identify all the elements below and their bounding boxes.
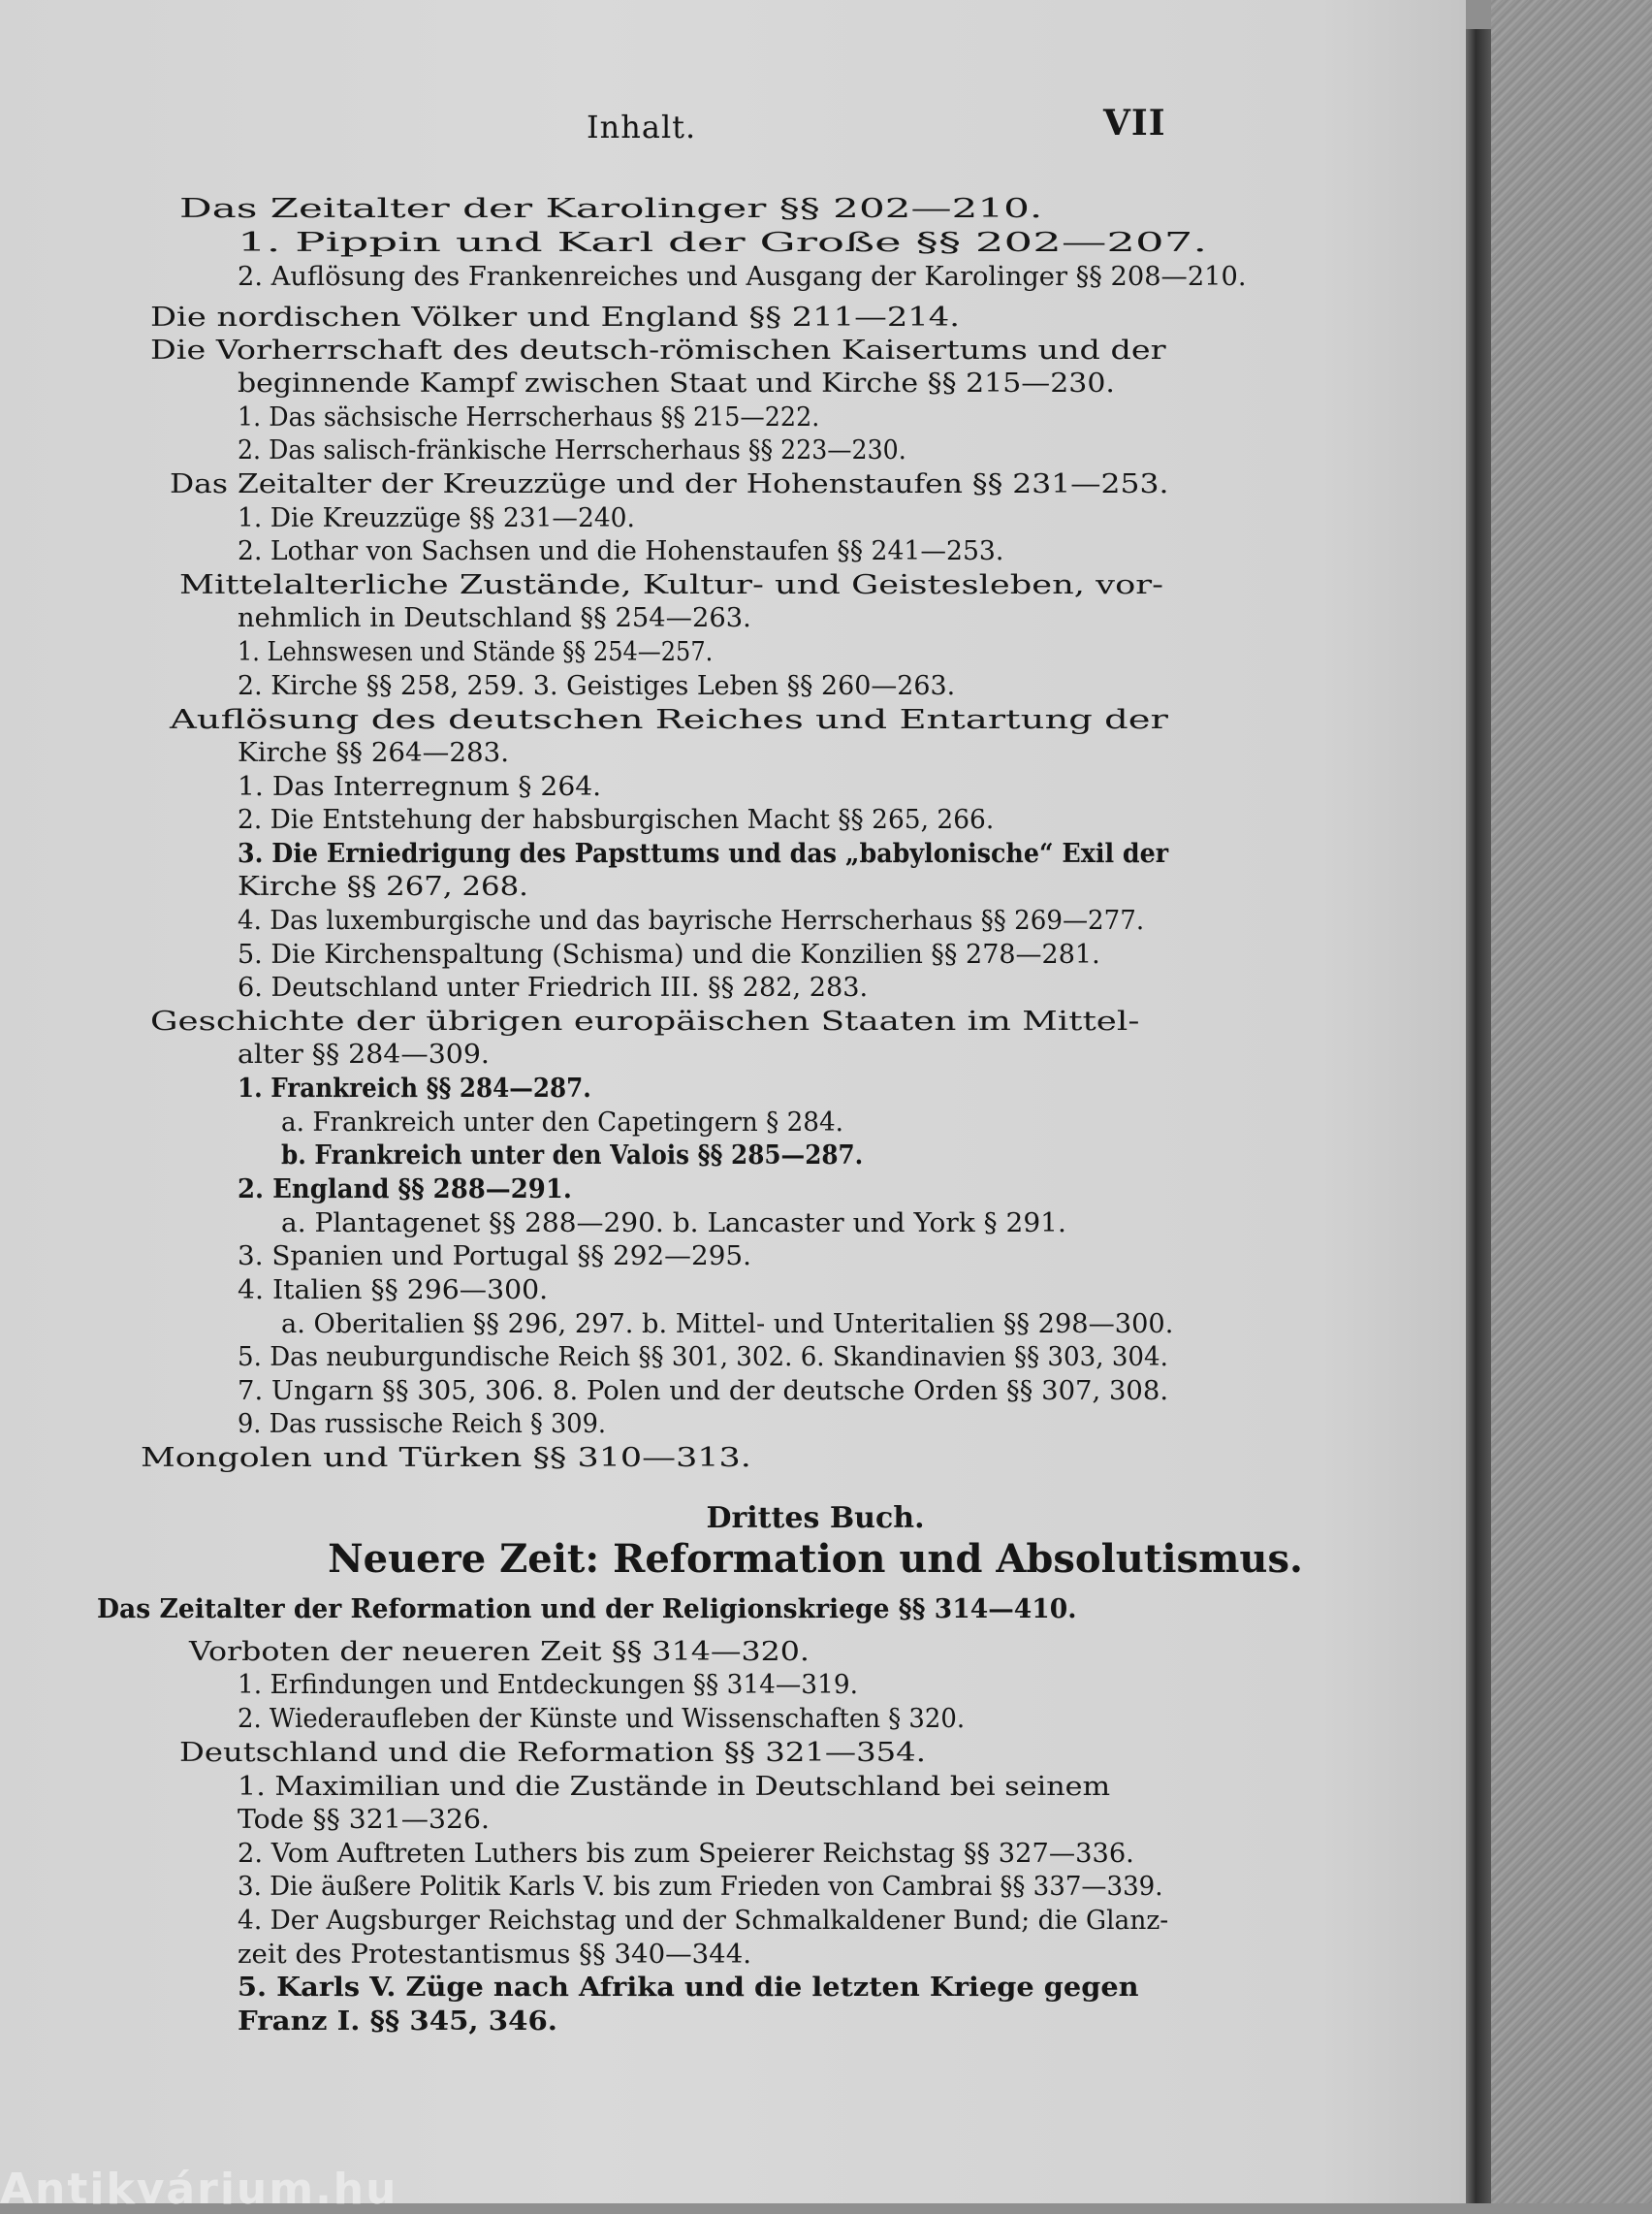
toc-entry	[238, 501, 650, 534]
toc-entry-text: 9. Das russische Reich § 309.	[238, 1408, 607, 1439]
toc-entry	[238, 1803, 490, 1836]
toc-entry-text: 5. Das neuburgundische Reich §§ 301, 302. 6. Skandinavien §§ 303, 304.	[238, 1341, 1168, 1372]
toc-entry-text: 2. Das salisch-fränkische Herrscherhaus §§ 223—230.	[238, 434, 906, 465]
toc-entry-text: Kirche §§ 267, 268.	[238, 871, 528, 902]
toc-entry-text: b. Frankreich unter den Valois §§ 285—287.	[281, 1139, 864, 1171]
toc-entry	[238, 1702, 1010, 1735]
toc-entry	[141, 1441, 751, 1474]
toc-entry	[238, 433, 966, 466]
toc-entry	[238, 1072, 633, 1105]
toc-entry-text: 1. Maximilian und die Zustände in Deutschland bei seinem	[238, 1771, 1111, 1802]
toc-entry	[238, 803, 1025, 836]
toc-entry	[238, 1038, 490, 1071]
toc-entry	[238, 837, 1247, 870]
toc-entry-text: 1. Lehnswesen und Stände §§ 254—257.	[238, 636, 714, 667]
toc-entry-text: 6. Deutschland unter Friedrich III. §§ 282, 283.	[238, 972, 869, 1003]
toc-entry-text: 5. Die Kirchenspaltung (Schisma) und die Konzilien §§ 278—281.	[238, 939, 1100, 970]
toc-entry	[238, 938, 1116, 971]
toc-entry-text: 2. Die Entstehung der habsburgischen Macht §§ 265, 266.	[238, 804, 995, 835]
toc-entry	[238, 1407, 633, 1440]
toc-entry-text: Das Zeitalter der Kreuzzüge und der Hohenstaufen §§ 231—253.	[170, 468, 1169, 499]
toc-entry	[281, 1139, 930, 1171]
toc-entry-text: 1. Erfindungen und Entdeckungen §§ 314—319.	[238, 1669, 859, 1700]
toc-entry	[238, 601, 754, 634]
toc-entry	[150, 1005, 1140, 1038]
toc-entry-text: a. Oberitalien §§ 296, 297. b. Mittel- und Unteritalien §§ 298—300.	[281, 1308, 1174, 1339]
toc-entry	[150, 334, 1166, 367]
toc-entry-text: Das Zeitalter der Karolinger §§ 202—210.	[179, 193, 1043, 224]
toc-entry-text: Deutschland und die Reformation §§ 321—354.	[179, 1737, 926, 1768]
toc-entry-text: 1. Das sächsische Herrscherhaus §§ 215—222.	[238, 401, 820, 433]
toc-entry	[281, 1307, 1184, 1340]
toc-entry	[238, 1239, 751, 1272]
toc-entry	[238, 2005, 557, 2038]
toc-entry	[97, 1592, 1111, 1625]
toc-entry	[238, 1340, 1219, 1373]
toc-entry	[238, 1971, 1139, 2004]
toc-entry	[238, 226, 1208, 259]
toc-entry	[238, 904, 1192, 937]
toc-entry-text: 2. Wiederaufleben der Künste und Wissenschaften § 320.	[238, 1703, 966, 1734]
toc-entry-text: 2. Vom Auftreten Luthers bis zum Speierer Reichstag §§ 327—336.	[238, 1838, 1134, 1869]
toc-entry-text: a. Frankreich unter den Capetingern § 284.	[281, 1107, 844, 1138]
toc-entry-text: alter §§ 284—309.	[238, 1039, 490, 1070]
toc-entry-text: Vorboten der neueren Zeit §§ 314—320.	[189, 1636, 810, 1667]
toc-entry	[170, 467, 1169, 500]
toc-entry-text: a. Plantagenet §§ 288—290. b. Lancaster und York § 291.	[281, 1207, 1066, 1238]
toc-entry-text: Kirche §§ 264—283.	[238, 737, 510, 768]
running-header	[0, 103, 1466, 147]
toc-entry-text: 5. Karls V. Züge nach Afrika und die letzten Kriege gegen	[238, 1972, 1139, 2003]
toc-entry	[179, 1736, 926, 1769]
toc-entry-text: 4. Italien §§ 296—300.	[238, 1274, 549, 1305]
toc-entry	[238, 1870, 1214, 1903]
header-title: Inhalt.	[587, 109, 697, 145]
toc-entry-text: Mittelalterliche Zustände, Kultur- und Geistesleben, vor-	[179, 569, 1164, 600]
toc-entry	[238, 635, 782, 668]
toc-entry-text: Mongolen und Türken §§ 310—313.	[141, 1442, 751, 1473]
toc-entry-text: 1. Das Interregnum § 264.	[238, 771, 602, 802]
toc-entry	[238, 1837, 1141, 1870]
toc-entry-text: 1. Pippin und Karl der Große §§ 202—207.	[238, 227, 1208, 258]
toc-entry-text: 4. Das luxemburgische und das bayrische Herrscherhaus §§ 269—277.	[238, 905, 1145, 936]
toc-entry	[238, 1273, 549, 1306]
toc-entry	[238, 1938, 750, 1971]
toc-entry	[238, 770, 602, 803]
toc-entry-text: 2. Lothar von Sachsen und die Hohenstaufen §§ 241—253.	[238, 535, 1004, 566]
toc-entry	[189, 1635, 810, 1668]
toc-entry	[238, 1172, 592, 1205]
toc-entry-text: Die nordischen Völker und England §§ 211—214.	[150, 302, 960, 333]
toc-entry-text: 2. Kirche §§ 258, 259. 3. Geistiges Leben §§ 260—263.	[238, 670, 956, 701]
era-heading: Neuere Zeit: Reformation und Absolutismus.	[328, 1536, 1303, 1582]
toc-entry-text: 3. Spanien und Portugal §§ 292—295.	[238, 1240, 751, 1271]
toc-entry-text: 1. Frankreich §§ 284—287.	[238, 1073, 591, 1104]
toc-entry	[238, 870, 528, 903]
toc-entry	[179, 192, 1043, 225]
toc-entry	[150, 301, 960, 334]
toc-entry-text: 2. England §§ 288—291.	[238, 1173, 572, 1204]
toc-entry-text: 1. Die Kreuzzüge §§ 231—240.	[238, 502, 635, 533]
toc-entry-text: Das Zeitalter der Reformation und der Religionskriege §§ 314—410.	[97, 1593, 1077, 1624]
toc-entry	[238, 669, 971, 702]
toc-entry	[281, 1206, 1066, 1239]
toc-entry	[238, 401, 868, 433]
toc-entry	[238, 1770, 1111, 1803]
toc-entry	[281, 1106, 871, 1139]
toc-entry-text: zeit des Protestantismus §§ 340—344.	[238, 1939, 752, 1970]
toc-entry	[170, 703, 1168, 736]
toc-entry-text: beginnende Kampf zwischen Staat und Kirche §§ 215—230.	[238, 368, 1115, 399]
toc-entry-text: Franz I. §§ 345, 346.	[238, 2005, 557, 2037]
toc-entry-text: Geschichte der übrigen europäischen Staaten im Mittel-	[150, 1006, 1140, 1037]
toc-entry	[179, 568, 1164, 601]
toc-entry	[238, 534, 1029, 567]
book-heading: Drittes Buch.	[706, 1501, 925, 1535]
toc-entry-text: nehmlich in Deutschland §§ 254—263.	[238, 602, 751, 633]
toc-entry	[238, 1668, 884, 1701]
book-cover-cloth	[1491, 0, 1652, 2203]
toc-entry	[238, 367, 1115, 400]
toc-entry-text: 3. Die Erniedrigung des Papsttums und das „babylonische“ Exil der	[238, 838, 1169, 869]
toc-entry-text: Auflösung des deutschen Reiches und Entartung der	[170, 704, 1168, 735]
toc-entry-text: Tode §§ 321—326.	[238, 1804, 490, 1835]
toc-entry	[238, 736, 510, 769]
toc-entry-text: 3. Die äußere Politik Karls V. bis zum Frieden von Cambrai §§ 337—339.	[238, 1871, 1163, 1902]
toc-entry-text: 7. Ungarn §§ 305, 306. 8. Polen und der deutsche Orden §§ 307, 308.	[238, 1375, 1169, 1406]
toc-entry	[238, 971, 876, 1004]
toc-entry-text: 2. Auflösung des Frankenreiches und Ausgang der Karolinger §§ 208—210.	[238, 261, 1247, 292]
toc-entry	[238, 1904, 1206, 1937]
page-number: VII	[1103, 103, 1166, 144]
watermark: Antikvárium.hu	[0, 2165, 398, 2214]
toc-entry	[238, 260, 1255, 293]
toc-entry	[238, 1374, 1170, 1407]
book-spine-edge	[1466, 29, 1491, 2203]
toc-entry-text: Die Vorherrschaft des deutsch-römischen Kaisertums und der	[150, 335, 1166, 366]
toc-entry-text: 4. Der Augsburger Reichstag und der Schmalkaldener Bund; die Glanz-	[238, 1905, 1169, 1936]
